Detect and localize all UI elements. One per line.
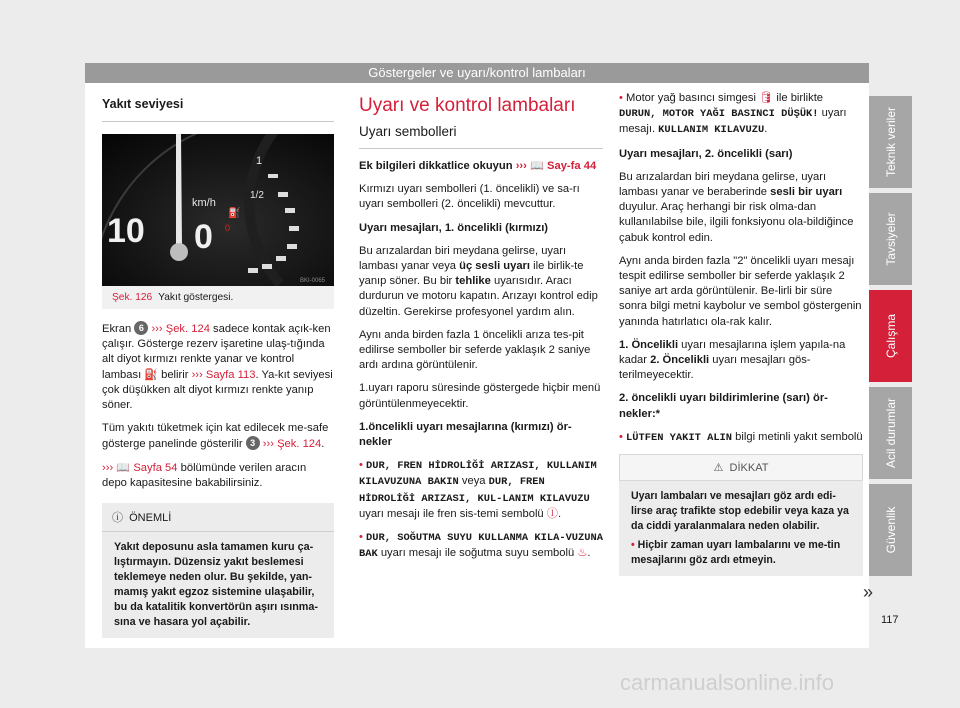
- xref-arrows[interactable]: ›››: [151, 323, 163, 335]
- xref-arrows[interactable]: ›››: [191, 368, 203, 381]
- bullet-oil-pressure: • Motor yağ basıncı simgesi 🛢 ile birlikte DURUN, MOTOR YAĞI BASINCI DÜŞÜK! uyarı mesajı. KULLANIM KILAVUZU.: [619, 92, 847, 137]
- note-body: Yakıt deposunu asla tamamen kuru ça-lıştırmayın. Düzensiz yakıt beslemesi teklemeye neden olur. Bu şekilde, yan-mamış yakıt egzoz sistemine ulaşabilir, bu da katalitik konvertörün aşırı ısınma-sına ve hasara yol açabilir.: [114, 541, 318, 629]
- warning-bullet: • Hiçbir zaman uyarı lambalarını ve me-tin mesajlarını göz ardı etmeyin.: [631, 539, 841, 567]
- tab-acil-durumlar[interactable]: Acil durumlar: [869, 387, 912, 479]
- fuel-gauge-figure: [102, 134, 334, 286]
- bullet-icon: •: [619, 430, 623, 443]
- xref-arrows[interactable]: ›››: [262, 438, 274, 451]
- oil-can-icon: 🛢: [759, 92, 774, 104]
- bullet-icon: •: [631, 539, 635, 552]
- paragraph-display: Ekran 6 ››› Şek. 124 sadece kontak açık-ken çalışır. Gösterge rezerv işaretine ulaş-tığında alt diyot kırmızı renkte yanar ve kontrol lambası ⛽ belirir ››› Sayfa 113. Ya-kıt seviyesi çok düşükken alt diyot kırmızı renkte yanıp söner.: [102, 323, 333, 412]
- page-link[interactable]: Sayfa 54: [130, 461, 178, 474]
- bullet-coolant: • DUR, SOĞUTMA SUYU KULLANMA KILA-VUZUNA BAK uyarı mesajı ile soğutma suyu sembolü ♨.: [359, 531, 603, 561]
- warning-body: [619, 481, 863, 576]
- warning-text: Uyarı lambaları ve mesajları göz ardı edi-lirse araç trafikte stop edebilir veya kaza ya da ciddi yaralanmalara neden olabilir.: [631, 490, 849, 533]
- book-icon: 📖: [116, 461, 131, 474]
- bullet-fuel: • LÜTFEN YAKIT ALIN bilgi metinli yakıt sembolü: [619, 430, 863, 444]
- column-warning-lamps-continued: [619, 91, 863, 576]
- brake-warning-icon: Ⓘ: [546, 507, 558, 520]
- xref-arrows[interactable]: ›››: [515, 160, 527, 172]
- paragraph-capacity: ››› 📖 Sayfa 54 bölümünde verilen aracın depo kapasitesine bakabilirsiniz.: [102, 461, 307, 489]
- manual-page: [85, 63, 869, 648]
- main-heading: Uyarı ve kontrol lambaları: [359, 95, 576, 116]
- heading-examples-1: 1.öncelikli uyarı mesajlarına (kırmızı) ör-nekler: [359, 420, 572, 449]
- fuel-mark-half: 1/2: [250, 190, 264, 201]
- heading-priority-2: Uyarı mesajları, 2. öncelikli (sarı): [619, 147, 793, 160]
- sub-heading: Uyarı sembolleri: [359, 117, 603, 149]
- paragraph-no-menu: 1.uyarı raporu süresinde göstergede hiçbir menü görüntülenmeyecektir.: [359, 382, 601, 410]
- paragraph-symbol-types: Kırmızı uyarı sembolleri (1. öncelikli) ve sa-rı uyarı sembolleri (2. öncelikli) mevcuttur.: [359, 183, 580, 211]
- note-header: ⓘ ÖNEMLİ: [102, 503, 334, 532]
- paragraph-multiple-faults: Aynı anda birden fazla 1 öncelikli arıza tes-pit edilirse semboller bir seferde yaklaşık 2 saniye ardı ardına görüntülenir.: [359, 328, 591, 372]
- fuel-gauge-illustration: [102, 134, 334, 286]
- paragraph-priority-2: Bu arızalardan biri meydana gelirse, uyarı lambası yanar ve beraberinde sesli bir uyarı duyulur. Araç herhangi bir risk olma-dan kullanılabilse bile, ilgili fonksiyonu ola-bildiğince çabuk kontrol edin.: [619, 170, 854, 244]
- column-warning-lamps: [359, 91, 603, 570]
- figure-label: Şek. 126: [112, 292, 153, 303]
- callout-chip-6: 6: [134, 321, 148, 335]
- figure-caption: [102, 286, 334, 309]
- tab-guvenlik[interactable]: Güvenlik: [869, 484, 912, 576]
- heading-examples-2: 2. öncelikli uyarı bildirimlerine (sarı) ör-nekler:*: [619, 392, 828, 420]
- info-icon: ⓘ: [112, 512, 123, 525]
- page-link[interactable]: Say-fa 44: [543, 160, 597, 172]
- figure-caption-text: Yakıt göstergesi.: [158, 292, 234, 303]
- warning-box: [619, 454, 863, 576]
- bullet-icon: •: [359, 531, 363, 544]
- paragraph-read-more: Ek bilgileri dikkatlice okuyun ››› 📖 Say-fa 44: [359, 160, 597, 172]
- bullet-icon: •: [619, 92, 623, 104]
- xref-arrows[interactable]: ›››: [102, 461, 114, 474]
- tab-tavsiyeler[interactable]: Tavsiyeler: [869, 193, 912, 285]
- tab-teknik-veriler[interactable]: Teknik veriler: [869, 96, 912, 188]
- continue-arrow: »: [863, 582, 874, 602]
- callout-chip-3: 3: [246, 436, 260, 450]
- speed-number-0: 0: [194, 218, 213, 256]
- paragraph-priority-1: Bu arızalardan biri meydana gelirse, uyarı lambası yanar veya üç sesli uyarı ile birlik-te yanıp söner. Bu bir tehlike uyarısıdır. Aracı durdurun ve motoru kapatın. Arızayı kontrol edip düzeltin. Gerekirse profesyonel yardım alın.: [359, 244, 598, 318]
- speed-number-10: 10: [107, 212, 145, 250]
- fuel-mark-full: 1: [256, 155, 263, 167]
- bullet-brake: • DUR, FREN HİDROLİĞİ ARIZASI, KULLANIM KILAVUZUNA BAKIN veya DUR, FREN HİDROLİĞİ ARIZASI, KUL-LANIM KILAVUZU uyarı mesajı ile fren sis-temi sembolü Ⓘ.: [359, 459, 597, 520]
- paragraph-priority-order: 1. Öncelikli uyarı mesajlarına işlem yapıla-na kadar 2. Öncelikli uyarı mesajları gös-terilmeyecektir.: [619, 338, 846, 382]
- column-fuel-level: [102, 91, 334, 638]
- figure-code: BKI-0065: [300, 278, 326, 284]
- warning-header: ⚠ DİKKAT: [619, 454, 863, 481]
- coolant-icon: ♨: [577, 547, 588, 560]
- note-box: [102, 503, 334, 638]
- warning-triangle-icon: ⚠: [713, 462, 724, 475]
- figure-link[interactable]: Şek. 124: [165, 323, 210, 335]
- chapter-header: Göstergeler ve uyarı/kontrol lambaları: [85, 63, 869, 83]
- fuel-pump-icon: ⛽: [228, 208, 241, 219]
- fuel-pump-icon: ⛽: [144, 368, 158, 381]
- page-link[interactable]: Sayfa 113: [202, 368, 256, 381]
- unit-label: km/h: [192, 197, 216, 209]
- tab-calisma[interactable]: Çalışma: [869, 290, 912, 382]
- book-icon: 📖: [529, 160, 544, 172]
- figure-link[interactable]: Şek. 124: [273, 438, 322, 451]
- page-number: 117: [881, 614, 899, 626]
- watermark: carmanualsonline.info: [620, 670, 835, 695]
- paragraph-range: Tüm yakıtı tüketmek için kat edilecek me-safe gösterge panelinde gösterilir 3 ››› Şek. 124.: [102, 422, 329, 451]
- paragraph-multiple-priority-2: Aynı anda birden fazla "2" öncelikli uyarı mesajı tespit edilirse semboller bir seferde yaklaşık 2 saniye art arda görüntülenir. Be-lirli bir süre sonra bilgi metni kaybolur ve sembol göstergenin yanında hatırlatıcı ola-rak kalır.: [619, 254, 862, 328]
- fuel-mark-empty: 0: [225, 223, 231, 233]
- bullet-icon: •: [359, 459, 363, 472]
- section-title-fuel: Yakıt seviyesi: [102, 91, 334, 122]
- heading-priority-1: Uyarı mesajları, 1. öncelikli (kırmızı): [359, 221, 549, 234]
